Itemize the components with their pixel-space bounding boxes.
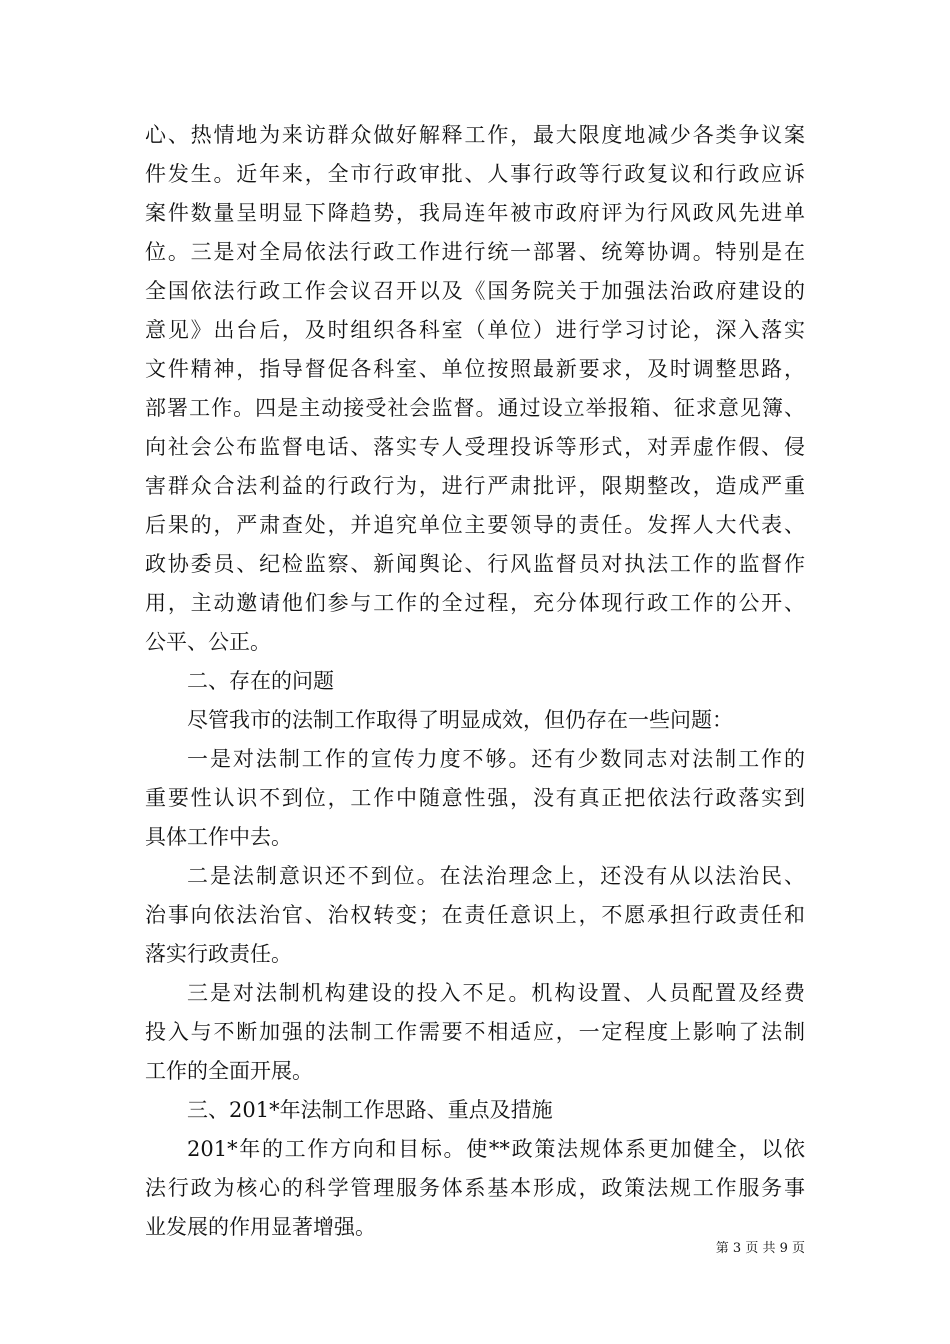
text-line: 向社会公布监督电话、落实专人受理投诉等形式，对弄虚作假、侵 [145, 435, 805, 459]
text-line: 意见》出台后，及时组织各科室（单位）进行学习讨论，深入落实 [145, 318, 805, 342]
text-line: 文件精神，指导督促各科室、单位按照最新要求，及时调整思路， [145, 357, 805, 381]
text-line: 公平、公正。 [145, 630, 271, 654]
text-line: 具体工作中去。 [145, 825, 292, 849]
document-body [145, 116, 805, 1247]
text-line: 工作的全面开展。 [145, 1059, 313, 1083]
text-line: 法行政为核心的科学管理服务体系基本形成，政策法规工作服务事 [145, 1176, 805, 1200]
text-line: 一是对法制工作的宣传力度不够。还有少数同志对法制工作的 [187, 747, 805, 771]
text-line: 全国依法行政工作会议召开以及《国务院关于加强法治政府建设的 [145, 279, 805, 303]
text-line: 尽管我市的法制工作取得了明显成效，但仍存在一些问题： [187, 708, 733, 732]
text-line: 三是对法制机构建设的投入不足。机构设置、人员配置及经费 [187, 981, 805, 1005]
page-number: 第 3 页 共 9 页 [715, 1241, 805, 1256]
text-line: 政协委员、纪检监察、新闻舆论、行风监督员对执法工作的监督作 [145, 552, 805, 576]
text-line: 用，主动邀请他们参与工作的全过程，充分体现行政工作的公开、 [145, 591, 805, 615]
text-line: 投入与不断加强的法制工作需要不相适应，一定程度上影响了法制 [145, 1020, 805, 1044]
text-line: 案件数量呈明显下降趋势，我局连年被市政府评为行风政风先进单 [145, 201, 805, 225]
text-line: 治事向依法治官、治权转变；在责任意识上，不愿承担行政责任和 [145, 903, 805, 927]
text-line: 重要性认识不到位，工作中随意性强，没有真正把依法行政落实到 [145, 786, 805, 810]
text-line: 后果的，严肃查处，并追究单位主要领导的责任。发挥人大代表、 [145, 513, 805, 537]
section-heading: 二、存在的问题 [187, 669, 334, 693]
text-line: 二是法制意识还不到位。在法治理念上，还没有从以法治民、 [187, 864, 805, 888]
text-line: 落实行政责任。 [145, 942, 292, 966]
text-line: 害群众合法利益的行政行为，进行严肃批评，限期整改，造成严重 [145, 474, 805, 498]
text-line: 件发生。近年来，全市行政审批、人事行政等行政复议和行政应诉 [145, 162, 805, 186]
text-line: 201*年的工作方向和目标。使**政策法规体系更加健全，以依 [187, 1137, 805, 1161]
document-page [145, 0, 805, 1344]
text-line: 部署工作。四是主动接受社会监督。通过设立举报箱、征求意见簿、 [145, 396, 805, 420]
section-heading: 三、201*年法制工作思路、重点及措施 [187, 1098, 553, 1122]
text-line: 位。三是对全局依法行政工作进行统一部署、统筹协调。特别是在 [145, 240, 805, 264]
text-line: 心、热情地为来访群众做好解释工作，最大限度地减少各类争议案 [145, 123, 805, 147]
text-line: 业发展的作用显著增强。 [145, 1215, 376, 1239]
